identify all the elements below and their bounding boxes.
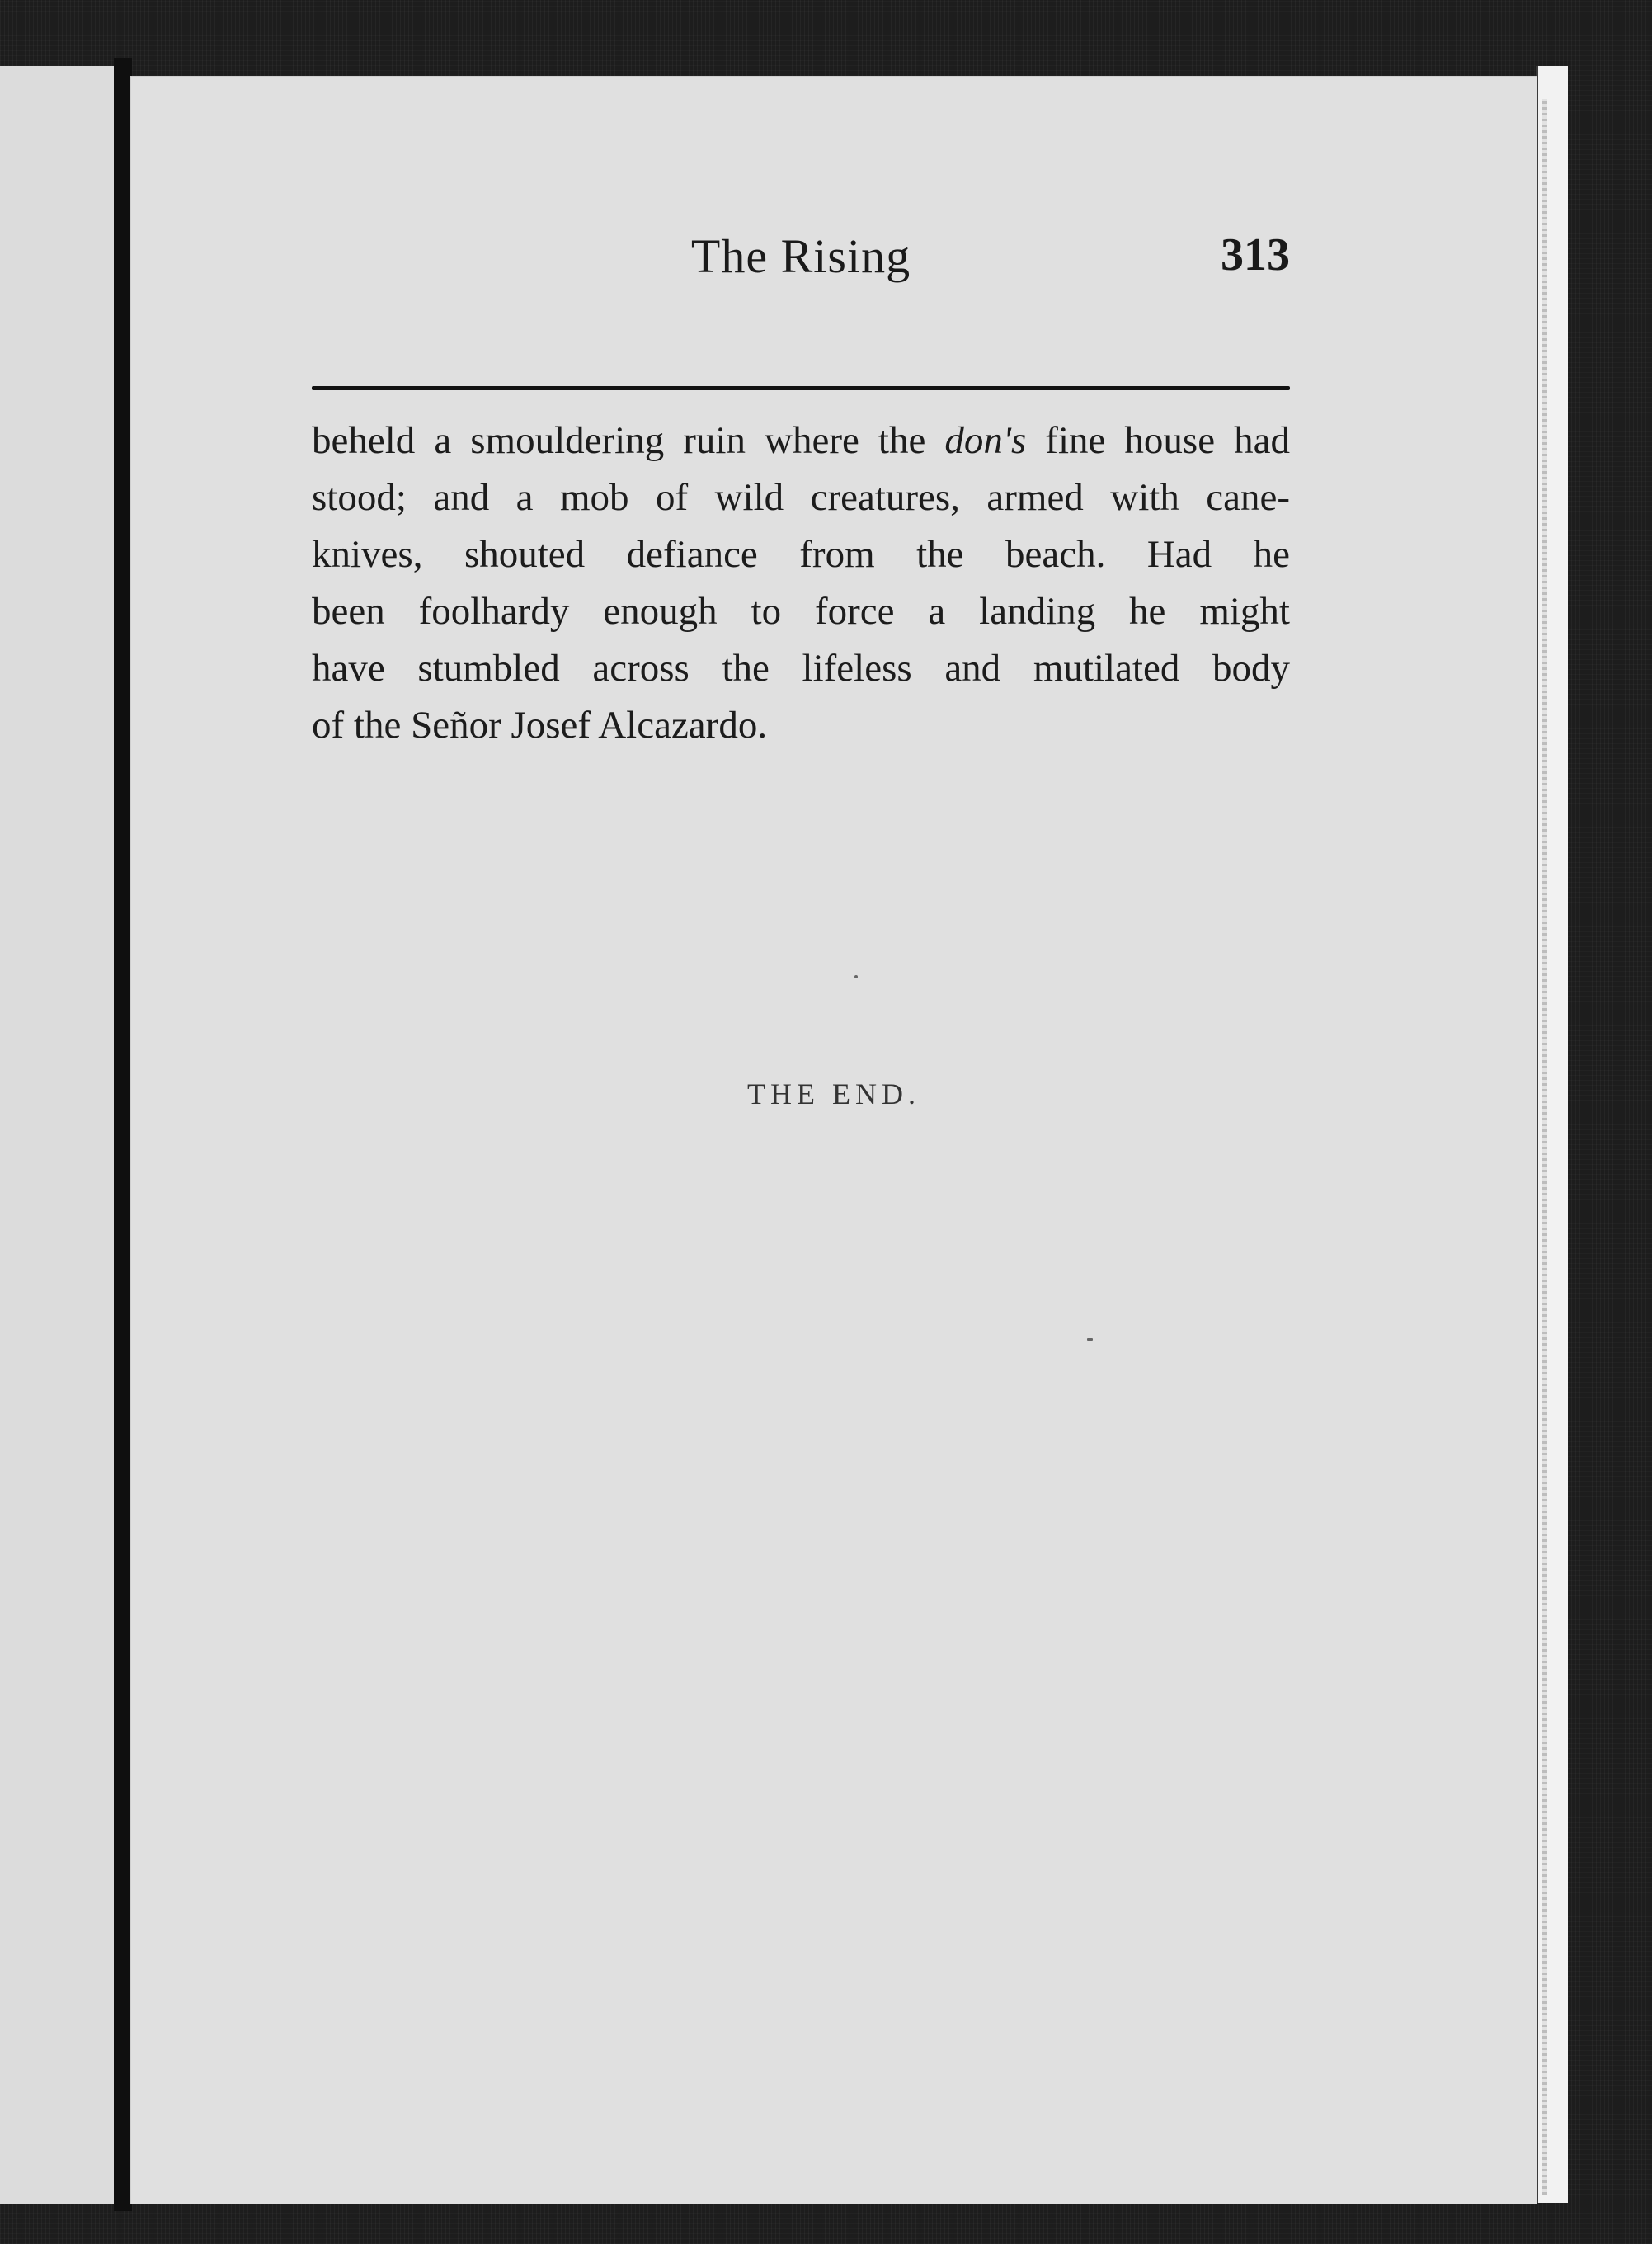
- book-cover-edge: [1536, 66, 1568, 2203]
- body-paragraph: [312, 412, 1290, 754]
- book-gutter: [114, 58, 132, 2211]
- page-number: 313: [1221, 229, 1290, 280]
- text-line: been foolhardy enough to force a landing he might: [312, 590, 1290, 633]
- the-end-label: THE END.: [747, 1077, 920, 1110]
- running-head: [312, 229, 1290, 303]
- paper-speck: [854, 975, 858, 978]
- previous-page-edge: [0, 66, 115, 2204]
- italic-word: don's: [944, 419, 1027, 462]
- text-line: knives, shouted defiance from the beach. Had he: [312, 533, 1290, 576]
- book-page: [130, 76, 1537, 2204]
- text-line: of the Señor Josef Alcazardo.: [312, 704, 768, 747]
- running-head-title: The Rising: [690, 229, 911, 283]
- text-line: [312, 412, 1290, 469]
- paper-speck: [1087, 1338, 1093, 1341]
- text-line-end: fine house had: [1026, 419, 1290, 462]
- running-head-rule: [312, 386, 1290, 390]
- text-line: have stumbled across the lifeless and mutilated body: [312, 647, 1290, 690]
- text-line: stood; and a mob of wild creatures, armed with cane-: [312, 476, 1290, 519]
- page-stack-edge: [1542, 99, 1547, 2194]
- text-line-start: beheld a smouldering ruin where the: [312, 419, 945, 462]
